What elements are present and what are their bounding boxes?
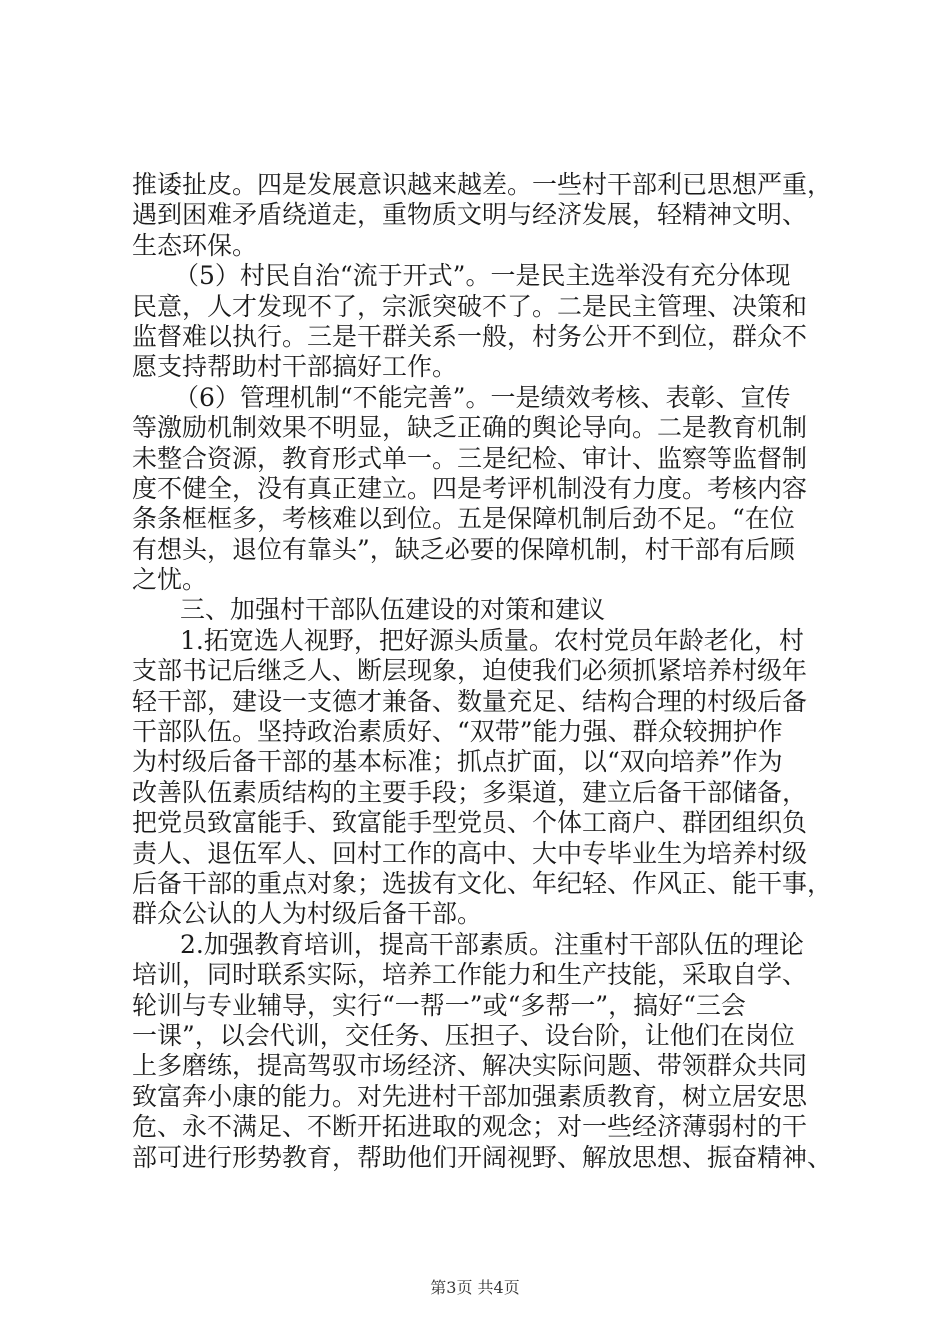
text-line: 危、永不满足、不断开拓进取的观念；对一些经济薄弱村的干 <box>132 1112 808 1142</box>
text-line: 轮训与专业辅导，实行“一帮一”或“多帮一”，搞好“三会 <box>132 990 746 1020</box>
text-line: 一课”，以会代训，交任务、压担子、设台阶，让他们在岗位 <box>132 1020 795 1050</box>
text-line: 愿支持帮助村干部搞好工作。 <box>132 352 458 382</box>
text-line: 为村级后备干部的基本标准；抓点扩面，以“双向培养”作为 <box>132 747 783 777</box>
text-line: 干部队伍。坚持政治素质好、“双带”能力强、群众较拥护作 <box>132 717 783 747</box>
text-line: 有想头，退位有靠头”，缺乏必要的保障机制，村干部有后顾 <box>132 534 795 564</box>
text-line: 培训，同时联系实际，培养工作能力和生产技能，采取自学、 <box>132 960 808 990</box>
text-line: 支部书记后继乏人、断层现象，迫使我们必须抓紧培养村级年 <box>132 656 808 686</box>
paragraph-start-line: （5）村民自治“流于开式”。一是民主选举没有充分体现 <box>174 261 791 291</box>
text-line: 民意，人才发现不了，宗派突破不了。二是民主管理、决策和 <box>132 291 808 321</box>
text-line: 后备干部的重点对象；选拔有文化、年纪轻、作风正、能干事， <box>132 868 833 898</box>
text-line: 群众公认的人为村级后备干部。 <box>132 899 483 929</box>
text-line: 条条框框多，考核难以到位。五是保障机制后劲不足。“在位 <box>132 504 795 534</box>
paragraph-start-line: （6）管理机制“不能完善”。一是绩效考核、表彰、宣传 <box>174 382 791 412</box>
text-line: 把党员致富能手、致富能手型党员、个体工商户、群团组织负 <box>132 808 808 838</box>
text-line: 上多磨练，提高驾驭市场经济、解决实际问题、带领群众共同 <box>132 1051 808 1081</box>
text-line: 监督难以执行。三是干群关系一般，村务公开不到位，群众不 <box>132 321 808 351</box>
text-line: 遇到困难矛盾绕道走，重物质文明与经济发展，轻精神文明、 <box>132 200 808 230</box>
paragraph-start-line: 1.拓宽选人视野，把好源头质量。农村党员年龄老化，村 <box>180 625 804 655</box>
page-number: 第3页 共4页 <box>430 1278 520 1297</box>
text-line: 度不健全，没有真正建立。四是考评机制没有力度。考核内容 <box>132 473 808 503</box>
text-line: 等激励机制效果不明显，缺乏正确的舆论导向。二是教育机制 <box>132 413 808 443</box>
section-heading: 三、加强村干部队伍建设的对策和建议 <box>180 595 606 625</box>
text-line: 改善队伍素质结构的主要手段；多渠道，建立后备干部储备， <box>132 777 808 807</box>
text-line: 责人、退伍军人、回村工作的高中、大中专毕业生为培养村级 <box>132 838 808 868</box>
text-line: 部可进行形势教育，帮助他们开阔视野、解放思想、振奋精神、 <box>132 1142 833 1172</box>
text-line: 轻干部，建设一支德才兼备、数量充足、结构合理的村级后备 <box>132 686 808 716</box>
text-line: 推诿扯皮。四是发展意识越来越差。一些村干部利已思想严重， <box>132 170 833 199</box>
document-body <box>132 170 832 1173</box>
text-line: 生态环保。 <box>132 230 258 260</box>
text-line: 未整合资源，教育形式单一。三是纪检、审计、监察等监督制 <box>132 443 808 473</box>
text-line: 致富奔小康的能力。对先进村干部加强素质教育，树立居安思 <box>132 1081 808 1111</box>
text-line: 之忧。 <box>132 565 208 595</box>
paragraph-start-line: 2.加强教育培训，提高干部素质。注重村干部队伍的理论 <box>180 929 804 959</box>
